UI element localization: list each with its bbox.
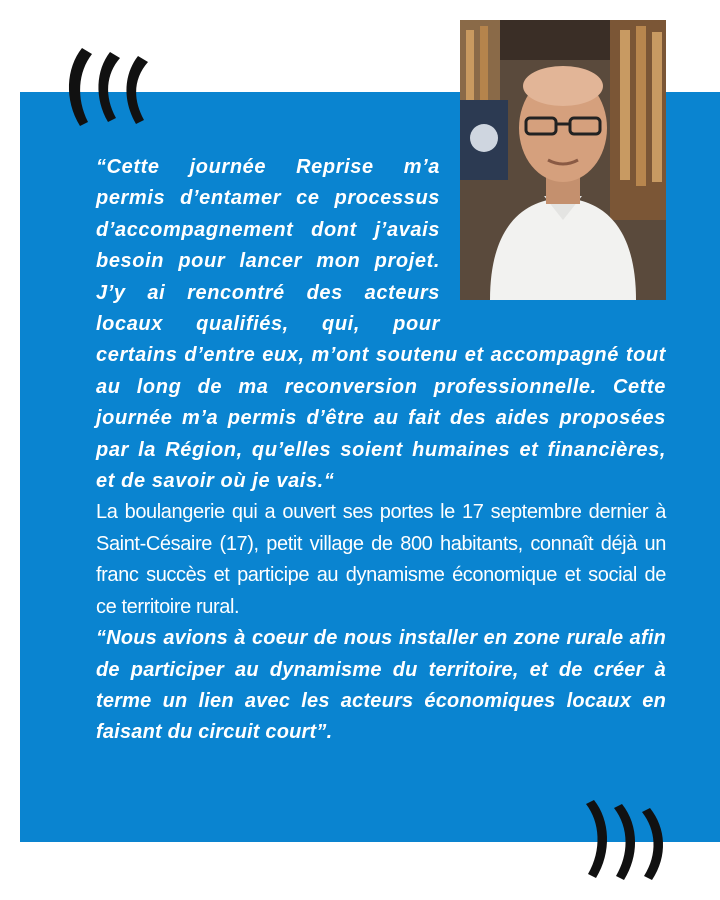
close-quote-icon (572, 790, 682, 890)
photo-wrap-spacer (440, 152, 666, 312)
testimonial-quote-1: “Cette journée Reprise m’a permis d’entamer ce processus d’accompagnement dont j’avais besoin pour lancer mon projet. J’y ai rencontré des acteurs locaux qualifiés, qui, pour certains d’entre eux, m’ont soutenu et accompagné tout au long de ma reconversion professionnelle. Cette journée m’a permis d’être au fait des aides proposées par la Région, qu’elles soient humaines et financières, et de savoir où je vais.“ (96, 156, 666, 493)
open-quote-icon (60, 38, 170, 138)
testimonial-text (96, 152, 666, 749)
testimonial-quote-2: “Nous avions à coeur de nous installer en zone rurale afin de participer au dynamisme du territoire, et de créer à terme un lien avec les acteurs économiques locaux en faisant du circuit court”. (96, 627, 666, 744)
bakery-description: La boulangerie qui a ouvert ses portes le 17 septembre dernier à Saint-Césaire (17), petit village de 800 habitants, connaît déjà un franc succès et participe au dynamisme économique et social de ce territoire rural. (96, 501, 666, 618)
